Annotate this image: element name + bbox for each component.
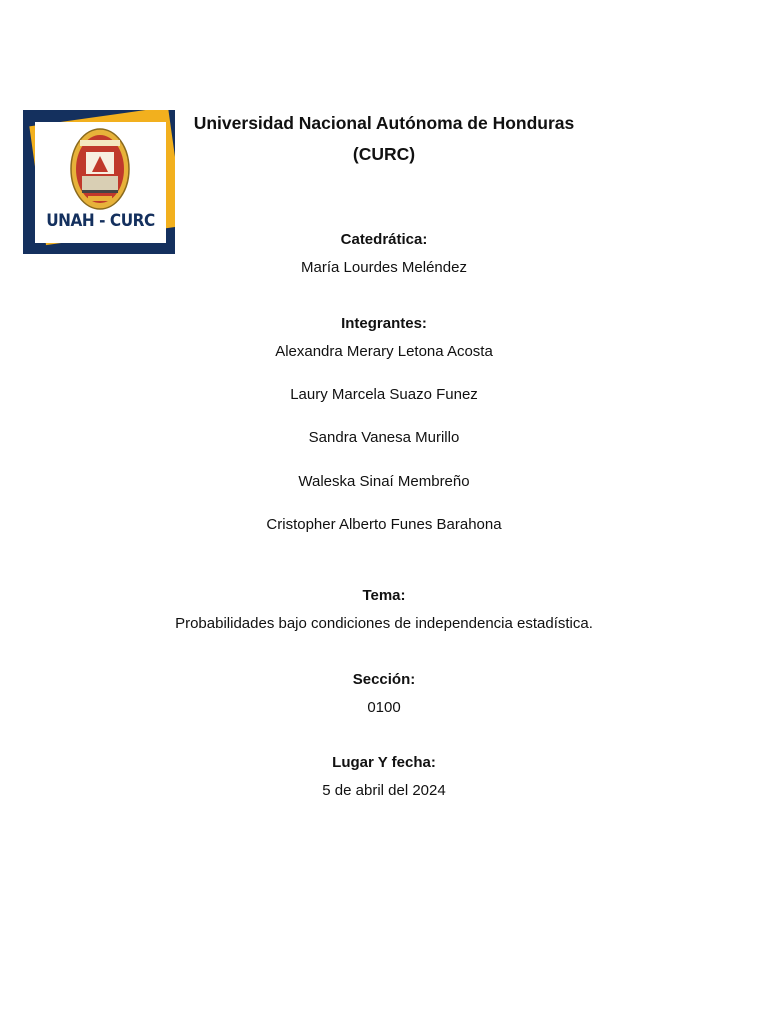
campus-name: (CURC) bbox=[352, 144, 416, 164]
tema-label: Tema: bbox=[362, 587, 406, 604]
tema-value: Probabilidades bajo condiciones de independencia estadística. bbox=[175, 615, 593, 632]
catedratica-name: María Lourdes Meléndez bbox=[301, 259, 467, 276]
member-name: Laury Marcela Suazo Funez bbox=[290, 386, 478, 403]
catedratica-label: Catedrática: bbox=[340, 231, 428, 248]
seccion-value: 0100 bbox=[367, 699, 401, 716]
seccion-label: Sección: bbox=[352, 671, 416, 688]
member-name: Cristopher Alberto Funes Barahona bbox=[266, 516, 502, 533]
integrantes-label: Integrantes: bbox=[341, 315, 427, 332]
member-name: Alexandra Merary Letona Acosta bbox=[275, 343, 493, 360]
logo-brand-text: UNAH - CURC bbox=[46, 211, 155, 231]
member-name: Waleska Sinaí Membreño bbox=[298, 473, 470, 490]
lugar-fecha-value: 5 de abril del 2024 bbox=[322, 782, 446, 799]
university-name: Universidad Nacional Autónoma de Honduras bbox=[193, 113, 575, 133]
member-name: Sandra Vanesa Murillo bbox=[308, 429, 460, 446]
lugar-fecha-label: Lugar Y fecha: bbox=[332, 754, 436, 771]
university-seal-icon bbox=[70, 128, 130, 210]
